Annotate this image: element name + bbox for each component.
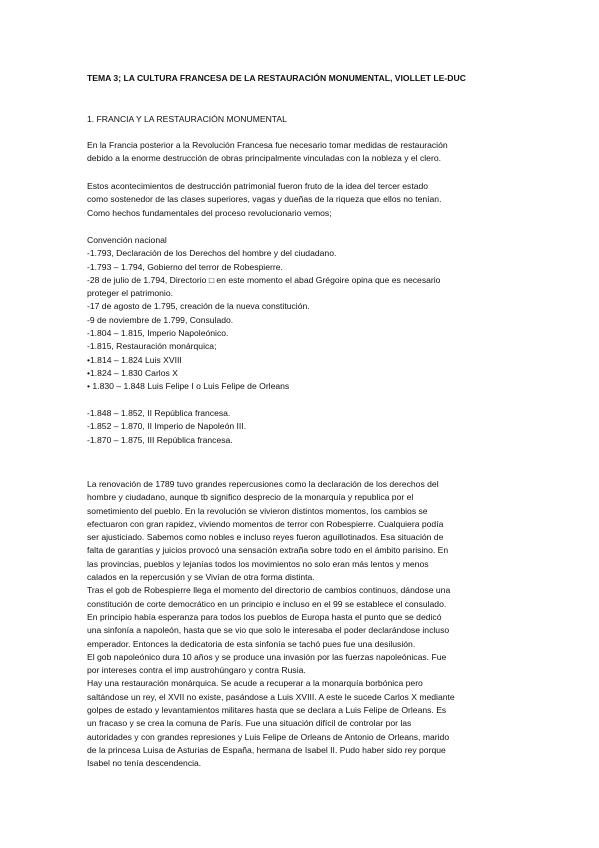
text-line: Convención nacional <box>87 235 167 245</box>
text-line: de la princesa Luisa de Asturias de España, hermana de Isabel II. Pudo haber sido rey porque <box>87 744 446 755</box>
text-line: -17 de agosto de 1.795, creación de la nueva constitución. <box>87 301 310 312</box>
text-line: hombre y ciudadano, aunque tb significo desprecio de la monarquía y republica por el <box>87 492 414 503</box>
text-line: Como hechos fundamentales del proceso revolucionario vemos; <box>87 207 332 218</box>
paragraph-intro <box>87 139 527 166</box>
text-line: autoridades y con grandes represiones y Luis Felipe de Orleans de Antonio de Orleans, marido <box>87 731 450 742</box>
text-line: Hay una restauración monárquica. Se acude a recuperar a la monarquía borbónica pero <box>87 678 423 689</box>
text-line: saltándose un rey, el XVII no existe, pasándose a Luis XVIII. A este le sucede Carlos X mediante <box>87 691 455 702</box>
text-line: •1.814 – 1.824 Luis XVIII <box>87 354 182 365</box>
text-line: una sinfonía a napoleón, hasta que se vio que solo le interesaba el poder declarándose incluso <box>87 625 450 636</box>
text-line: En principio había esperanza para todos los pueblos de Europa hasta el punto que se dedicó <box>87 611 442 622</box>
text-line: -1.815, Restauración monárquica; <box>87 341 217 352</box>
text-line: como sostenedor de las clases superiores, vagas y dueñas de la riqueza que ellos no tenían. <box>87 194 442 205</box>
text-line: La renovación de 1789 tuvo grandes repercusiones como la declaración de los derechos del <box>87 479 439 489</box>
text-line: Tras el gob de Robespierre llega el momento del directorio de cambios continuos, dándose una <box>87 585 451 596</box>
text-line: -1.848 – 1.852, II República francesa. <box>87 408 231 418</box>
text-line: un fracaso y se crea la comuna de París. Fue una situación difícil de controlar por las <box>87 718 412 729</box>
text-line: ser ajusticiado. Sabemos como nobles e incluso reyes fueron aguillotinados. Esa situación de <box>87 532 444 543</box>
text-line: golpes de estado y levantamientos militares hasta que se declara a Luis Felipe de Orleans. Es <box>87 705 447 716</box>
text-line: las provincias, pueblos y lejanías todos los movimientos no solo eran más lentos y menos <box>87 558 429 569</box>
text-line: -1.793 – 1.794, Gobierno del terror de Robespierre. <box>87 261 283 272</box>
text-line: proteger el patrimonio. <box>87 288 173 299</box>
text-line: calados en la repercusión y se Vivían de otra forma distinta. <box>87 572 315 583</box>
paragraph-causes <box>87 180 527 220</box>
text-line: por intereses contra el imp austrohúngaro y contra Rusia. <box>87 665 306 676</box>
text-line: -1.870 – 1.875, III República francesa. <box>87 434 233 445</box>
section-heading: 1. FRANCIA Y LA RESTAURACIÓN MONUMENTAL <box>87 114 287 124</box>
text-line: -1.804 – 1.815, Imperio Napoleónico. <box>87 328 229 339</box>
document-title: TEMA 3; LA CULTURA FRANCESA DE LA RESTAURACIÓN MONUMENTAL, VIOLLET LE-DUC <box>87 73 466 83</box>
timeline-list-second <box>87 407 527 447</box>
text-line: -9 de noviembre de 1.799, Consulado. <box>87 314 234 325</box>
text-line: debido a la enorme destrucción de obras principalmente vinculadas con la nobleza y el clero. <box>87 153 441 164</box>
text-line: falta de garantías y juicios provocó una sensación extraña sobre todo en el ámbito parisino. En <box>87 545 449 556</box>
text-line: -1.852 – 1.870, II Imperio de Napoleón III. <box>87 421 247 432</box>
text-line: constitución de corte democrático en un principio e incluso en el 99 se establece el consulado. <box>87 598 447 609</box>
paragraph-history <box>87 478 527 771</box>
text-line: sometimiento del pueblo. En la revolución se vivieron distintos momentos, los cambios se <box>87 505 428 516</box>
text-line: El gob napoleónico dura 10 años y se produce una invasión por las fuerzas napoleónicas. Fue <box>87 651 447 662</box>
text-line: • 1.830 – 1.848 Luis Felipe I o Luis Felipe de Orleans <box>87 381 290 392</box>
text-line: -1.793, Declaración de los Derechos del hombre y del ciudadano. <box>87 248 337 259</box>
text-line: Isabel no tenía descendencia. <box>87 758 202 769</box>
text-line: Estos acontecimientos de destrucción patrimonial fueron fruto de la idea del tercer estado <box>87 181 429 191</box>
text-line: -28 de julio de 1.794, Directorio □ en este momento el abad Grégoire opina que es necesario <box>87 274 441 285</box>
text-line: En la Francia posterior a la Revolución Francesa fue necesario tomar medidas de restauración <box>87 140 448 150</box>
timeline-list <box>87 234 527 394</box>
text-line: emperador. Entonces la dedicatoria de esta sinfonía se tachó pues fue una desilusión. <box>87 638 416 649</box>
text-line: •1.824 – 1.830 Carlos X <box>87 367 178 378</box>
text-line: efectuaron con gran rapidez, viviendo momentos de terror con Robespierre. Cualquiera podía <box>87 518 444 529</box>
